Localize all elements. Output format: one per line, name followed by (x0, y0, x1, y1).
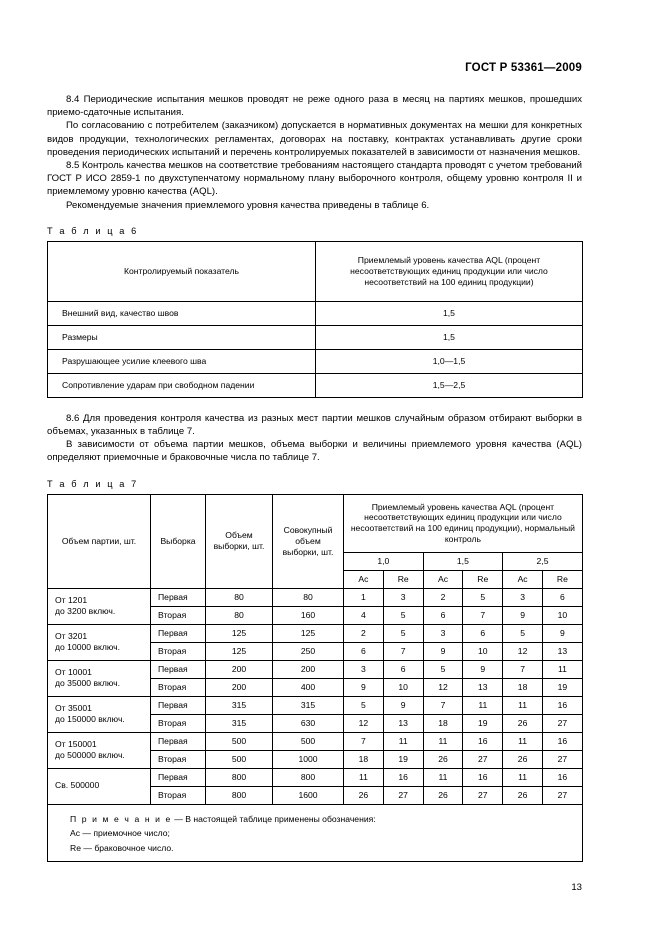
table7-cell-re3: 19 (542, 678, 582, 696)
table6-header-indicator: Контролируемый показатель (48, 241, 316, 301)
table7-body (48, 588, 583, 862)
table7-cell-re3: 16 (542, 696, 582, 714)
table7-cell-ac3: 12 (503, 642, 543, 660)
lot-range-line-1: От 1201 (55, 594, 88, 605)
table7-cell-ac2: 26 (423, 750, 463, 768)
table7-cell-cumulative: 1000 (273, 750, 344, 768)
table6-cell-indicator: Размеры (48, 325, 316, 349)
table-6 (47, 241, 583, 398)
note-line-ac: Ac — приемочное число; (70, 828, 170, 839)
table7-cell-ac3: 9 (503, 606, 543, 624)
table7-cell-sample: Первая (151, 732, 206, 750)
lot-range-line-1: От 35001 (55, 702, 92, 713)
table7-header-aql-level-2: 1,5 (423, 552, 503, 570)
table7-cell-ac1: 7 (344, 732, 384, 750)
lot-range-line-1: От 150001 (55, 738, 97, 749)
table6-cell-aql: 1,5 (316, 325, 583, 349)
table7-header-aql-title: Приемлемый уровень качества AQL (процент несоответствующих единиц продукции или число несоответствий на 100 единиц продукции), нормальный контроль (344, 494, 583, 552)
paragraph-8-4-cont: По согласованию с потребителем (заказчиком) допускается в нормативных документах на мешки для конкретных видов продукции, технологических регламентах, договорах на поставку, контрактах устанавливать другие сроки проведения периодических испытаний и перечень контролируемых показателей в зависимости от назначения мешков. (47, 120, 582, 158)
table7-note (48, 804, 583, 862)
table7-cell-sample: Первая (151, 696, 206, 714)
table7-cell-ac3: 7 (503, 660, 543, 678)
lot-range-line-1: От 3201 (55, 630, 88, 641)
table7-cell-sample: Вторая (151, 714, 206, 732)
table7-cell-re3: 9 (542, 624, 582, 642)
table-row (48, 696, 583, 714)
table7-cell-ac1: 6 (344, 642, 384, 660)
table7-cell-cumulative: 1600 (273, 786, 344, 804)
table7-header-ac-1: Ac (344, 570, 384, 588)
table7-cell-re3: 16 (542, 768, 582, 786)
table7-cell-sample-size: 800 (206, 768, 273, 786)
table7-caption: Т а б л и ц а 7 (47, 478, 139, 489)
table7-cell-cumulative: 80 (273, 588, 344, 606)
table7-header-lot-size: Объем партии, шт. (48, 494, 151, 588)
table7-header-re-3: Re (542, 570, 582, 588)
spacer (47, 212, 582, 226)
table7-cell-sample: Первая (151, 660, 206, 678)
lot-range-line-1: Св. 500000 (55, 780, 100, 791)
lot-range-line-2: до 35000 включ. (55, 678, 121, 689)
table7-cell-lot-size (48, 624, 151, 660)
table7-header-aql-level-3: 2,5 (503, 552, 583, 570)
page-number: 13 (571, 882, 582, 893)
paragraph-8-4: 8.4 Периодические испытания мешков проводят не реже одного раза в месяц на партиях мешков, прошедших приемо-сдаточные испытания. (47, 94, 582, 119)
table7-cell-lot-size (48, 696, 151, 732)
table7-cell-re3: 11 (542, 660, 582, 678)
table7-cell-sample: Вторая (151, 642, 206, 660)
table7-cell-ac3: 5 (503, 624, 543, 642)
table6-cell-aql: 1,5 (316, 301, 583, 325)
table7-cell-cumulative: 500 (273, 732, 344, 750)
table7-cell-re2: 11 (463, 696, 503, 714)
table7-cell-lot-size (48, 732, 151, 768)
table7-cell-re1: 3 (383, 588, 423, 606)
table7-cell-sample: Первая (151, 624, 206, 642)
table7-cell-sample-size: 200 (206, 660, 273, 678)
table7-cell-ac1: 4 (344, 606, 384, 624)
lot-range-line-2: до 150000 включ. (55, 714, 125, 725)
table7-cell-ac3: 11 (503, 696, 543, 714)
table6-cell-aql: 1,5—2,5 (316, 373, 583, 397)
table7-cell-ac2: 11 (423, 768, 463, 786)
table7-cell-sample: Вторая (151, 606, 206, 624)
table7-cell-re1: 19 (383, 750, 423, 768)
table7-cell-re1: 10 (383, 678, 423, 696)
table7-cell-ac2: 11 (423, 732, 463, 750)
table6-header-aql: Приемлемый уровень качества AQL (процент несоответствующих единиц продукции или число несоответствий на 100 единиц продукции) (316, 241, 583, 301)
note-heading: П р и м е ч а н и е (70, 813, 172, 824)
table7-cell-sample-size: 315 (206, 696, 273, 714)
table7-header-sample-size: Объем выборки, шт. (206, 494, 273, 588)
table7-cell-cumulative: 630 (273, 714, 344, 732)
lot-range-line-2: до 10000 включ. (55, 642, 121, 653)
table7-cell-ac3: 11 (503, 768, 543, 786)
table7-cell-ac1: 2 (344, 624, 384, 642)
table7-header-aql-level-1: 1,0 (344, 552, 424, 570)
note-intro-text: — В настоящей таблице применены обозначения: (171, 813, 376, 824)
table7-cell-lot-size (48, 660, 151, 696)
table7-cell-ac2: 3 (423, 624, 463, 642)
table7-cell-re3: 10 (542, 606, 582, 624)
table7-cell-re1: 13 (383, 714, 423, 732)
table7-cell-re1: 5 (383, 624, 423, 642)
table7-header-sample: Выборка (151, 494, 206, 588)
table7-cell-ac2: 6 (423, 606, 463, 624)
table7-cell-ac2: 12 (423, 678, 463, 696)
table7-header-ac-2: Ac (423, 570, 463, 588)
table-row (48, 373, 583, 397)
table7-cell-ac2: 9 (423, 642, 463, 660)
table7-cell-ac1: 5 (344, 696, 384, 714)
table7-cell-sample-size: 80 (206, 606, 273, 624)
table7-header-re-2: Re (463, 570, 503, 588)
table7-cell-ac3: 26 (503, 786, 543, 804)
table7-cell-ac2: 26 (423, 786, 463, 804)
table7-cell-sample-size: 500 (206, 750, 273, 768)
table7-cell-lot-size (48, 588, 151, 624)
table7-cell-re2: 19 (463, 714, 503, 732)
table7-cell-re2: 6 (463, 624, 503, 642)
table7-note-row (48, 804, 583, 862)
table6-cell-indicator: Внешний вид, качество швов (48, 301, 316, 325)
table7-cell-re2: 7 (463, 606, 503, 624)
table7-cell-sample-size: 125 (206, 624, 273, 642)
table-row (48, 660, 583, 678)
table7-cell-re3: 27 (542, 750, 582, 768)
table7-cell-sample: Первая (151, 588, 206, 606)
table6-caption: Т а б л и ц а 6 (47, 225, 139, 236)
table7-header-cumulative-sample-size: Совокупный объем выборки, шт. (273, 494, 344, 588)
table7-cell-ac1: 3 (344, 660, 384, 678)
table7-cell-cumulative: 250 (273, 642, 344, 660)
table7-cell-re2: 13 (463, 678, 503, 696)
table7-cell-re3: 13 (542, 642, 582, 660)
table7-header-row-1 (48, 494, 583, 552)
table7-cell-re1: 11 (383, 732, 423, 750)
spacer (47, 398, 582, 412)
table7-cell-re1: 16 (383, 768, 423, 786)
table7-cell-re2: 27 (463, 786, 503, 804)
page-running-header: ГОСТ Р 53361—2009 (465, 62, 582, 74)
table7-cell-cumulative: 800 (273, 768, 344, 786)
table7-cell-sample: Вторая (151, 786, 206, 804)
table7-cell-re3: 27 (542, 786, 582, 804)
lot-range-line-2: до 500000 включ. (55, 750, 125, 761)
table7-cell-re2: 16 (463, 732, 503, 750)
table-row (48, 624, 583, 642)
table-7 (47, 494, 583, 863)
lot-range-line-2: до 3200 включ. (55, 606, 116, 617)
table-row (48, 588, 583, 606)
paragraph-8-6-cont: В зависимости от объема партии мешков, объема выборки и величины приемлемого уровня качества (AQL) определяют приемочные и браковочные числа по таблице 7. (47, 439, 582, 464)
table7-header-re-1: Re (383, 570, 423, 588)
table6-cell-indicator: Сопротивление ударам при свободном падении (48, 373, 316, 397)
table7-cell-re2: 27 (463, 750, 503, 768)
table7-cell-ac1: 11 (344, 768, 384, 786)
table7-cell-re3: 16 (542, 732, 582, 750)
table7-cell-re1: 5 (383, 606, 423, 624)
paragraph-8-5: 8.5 Контроль качества мешков на соответствие требованиям настоящего стандарта проводят с учетом требований ГОСТ Р ИСО 2859-1 по двухступенчатому нормальному плану выборочного контроля, общему уровню контроля II и приемлемому уровню качества (AQL). (47, 160, 582, 198)
table7-cell-sample-size: 125 (206, 642, 273, 660)
table7-cell-re2: 5 (463, 588, 503, 606)
table6-cell-aql: 1,0—1,5 (316, 349, 583, 373)
table6-cell-indicator: Разрушающее усилие клеевого шва (48, 349, 316, 373)
page-content (47, 93, 582, 862)
table7-head (48, 494, 583, 588)
table7-cell-cumulative: 125 (273, 624, 344, 642)
table7-cell-lot-size (48, 768, 151, 804)
table7-cell-ac3: 26 (503, 750, 543, 768)
table-row (48, 349, 583, 373)
table7-cell-ac1: 18 (344, 750, 384, 768)
table7-cell-ac3: 11 (503, 732, 543, 750)
paragraph-8-6: 8.6 Для проведения контроля качества из разных мест партии мешков случайным образом отбирают выборки в объемах, указанных в таблице 7. (47, 412, 582, 438)
table7-cell-cumulative: 200 (273, 660, 344, 678)
table7-cell-sample-size: 500 (206, 732, 273, 750)
table7-cell-cumulative: 400 (273, 678, 344, 696)
table7-cell-ac1: 26 (344, 786, 384, 804)
table7-cell-re2: 16 (463, 768, 503, 786)
table7-cell-re1: 6 (383, 660, 423, 678)
table7-cell-ac2: 5 (423, 660, 463, 678)
table7-cell-sample-size: 200 (206, 678, 273, 696)
table7-cell-sample-size: 800 (206, 786, 273, 804)
table7-cell-sample-size: 315 (206, 714, 273, 732)
table7-cell-ac3: 26 (503, 714, 543, 732)
table7-cell-cumulative: 160 (273, 606, 344, 624)
table7-cell-re2: 10 (463, 642, 503, 660)
table7-cell-ac2: 18 (423, 714, 463, 732)
table6-header-row (48, 241, 583, 301)
table-row (48, 301, 583, 325)
lot-range-line-1: От 10001 (55, 666, 92, 677)
table7-cell-re1: 7 (383, 642, 423, 660)
table7-cell-sample: Вторая (151, 678, 206, 696)
table7-cell-sample-size: 80 (206, 588, 273, 606)
table7-cell-re1: 27 (383, 786, 423, 804)
table7-cell-ac3: 3 (503, 588, 543, 606)
table7-cell-re1: 9 (383, 696, 423, 714)
table7-cell-re2: 9 (463, 660, 503, 678)
table6-head (48, 241, 583, 301)
spacer (47, 465, 582, 479)
table7-cell-re3: 27 (542, 714, 582, 732)
table7-cell-ac1: 12 (344, 714, 384, 732)
table-row (48, 732, 583, 750)
table7-cell-sample: Первая (151, 768, 206, 786)
note-line-intro (70, 812, 582, 827)
table7-cell-re3: 6 (542, 588, 582, 606)
table-row (48, 768, 583, 786)
table7-cell-cumulative: 315 (273, 696, 344, 714)
note-line-re: Re — браковочное число. (70, 842, 174, 853)
table7-cell-ac1: 9 (344, 678, 384, 696)
table7-header-ac-3: Ac (503, 570, 543, 588)
table6-body (48, 301, 583, 397)
table7-cell-sample: Вторая (151, 750, 206, 768)
table7-cell-ac2: 2 (423, 588, 463, 606)
table7-cell-ac2: 7 (423, 696, 463, 714)
table7-cell-ac3: 18 (503, 678, 543, 696)
table-row (48, 325, 583, 349)
table7-cell-ac1: 1 (344, 588, 384, 606)
paragraph-8-5-cont: Рекомендуемые значения приемлемого уровня качества приведены в таблице 6. (66, 199, 430, 211)
